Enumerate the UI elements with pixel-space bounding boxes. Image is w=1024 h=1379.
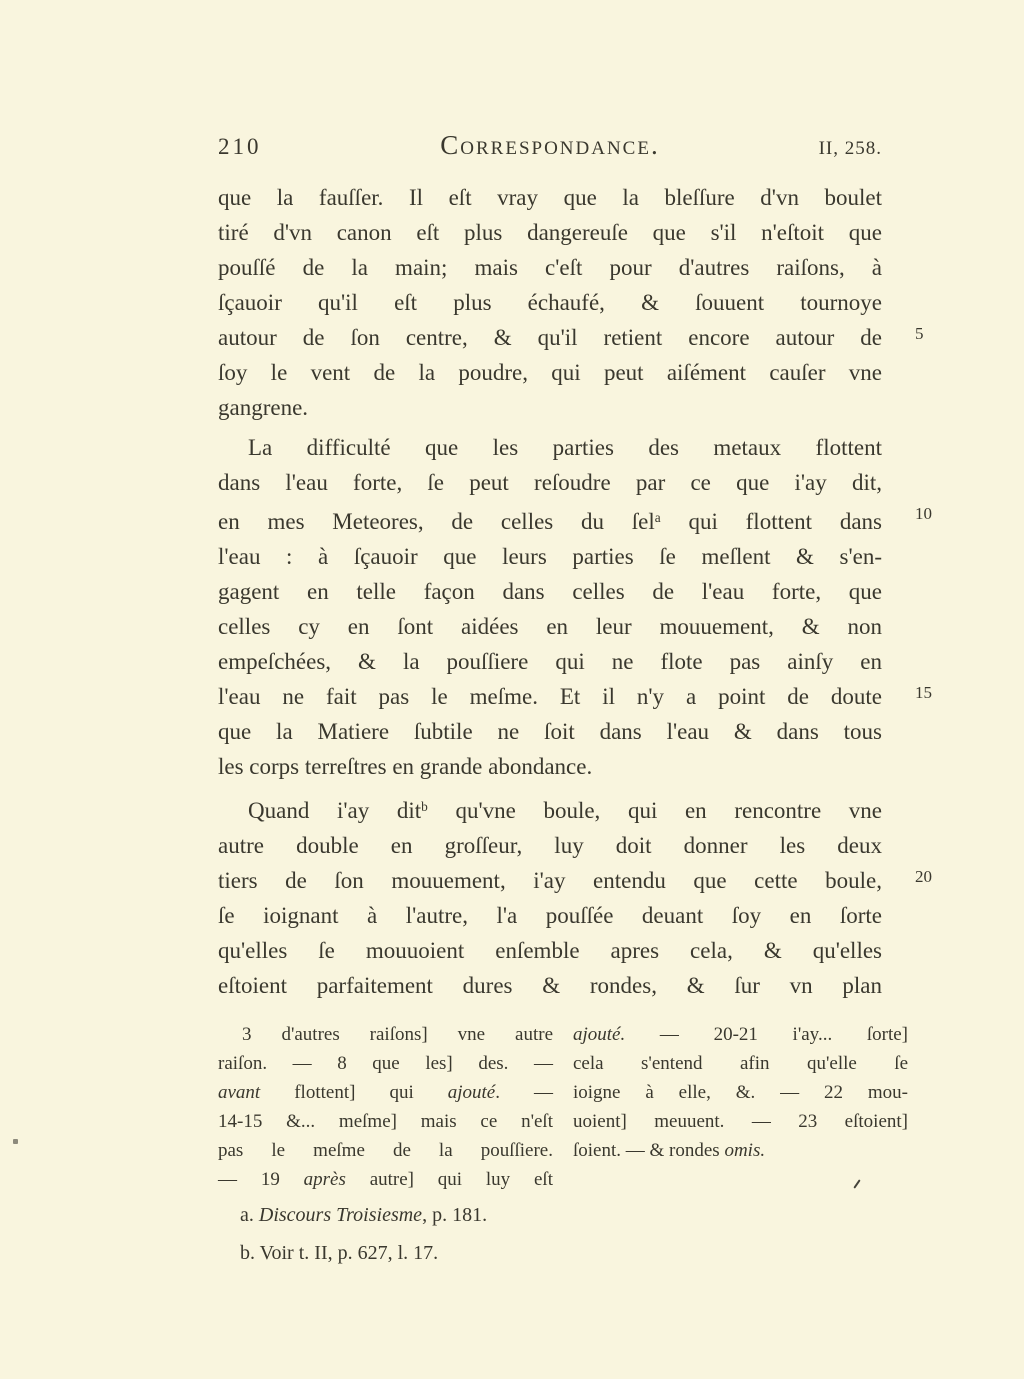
margin-line-number: 5 <box>915 324 924 343</box>
text-segment: ſoy le vent de la poudre, qui peut aiſément cauſer vne <box>218 360 882 385</box>
body-paragraph-1 <box>218 180 924 425</box>
page-header <box>218 130 882 161</box>
text-segment: empeſchées, & la pouſſiere qui ne flote pas ainſy en <box>218 649 882 674</box>
text-line <box>218 1107 553 1136</box>
text-line <box>218 1020 553 1049</box>
footnote-marker: b <box>421 799 428 814</box>
text-segment: qui flottent dans <box>660 509 882 534</box>
text-line <box>218 465 882 500</box>
text-line <box>218 679 932 714</box>
text-line <box>218 320 924 355</box>
text-segment: tiers de ſon mouuement, i'ay entendu que cette boule, <box>218 868 882 893</box>
text-segment: que la fauſſer. Il eſt vray que la bleſſure d'vn boulet <box>218 185 882 210</box>
text-segment: dans l'eau forte, ſe peut reſoudre par ce que i'ay dit, <box>218 470 882 495</box>
margin-line-number: 15 <box>915 683 932 702</box>
main-text <box>218 180 932 1003</box>
text-line <box>218 430 882 465</box>
text-line <box>240 1234 860 1272</box>
text-line <box>573 1020 908 1049</box>
reference-notes <box>240 1196 860 1272</box>
text-line <box>218 933 882 968</box>
text-segment: — 19 <box>218 1169 304 1190</box>
text-segment: ajouté. <box>573 1024 626 1045</box>
text-line <box>218 789 882 828</box>
text-line <box>218 749 882 784</box>
text-segment: 3 d'autres raiſons] vne autre <box>242 1024 553 1045</box>
text-line <box>218 644 882 679</box>
text-segment: ſe ioignant à l'autre, l'a pouſſée deuant ſoy en ſorte <box>218 903 882 928</box>
text-line <box>573 1049 908 1078</box>
text-line <box>218 355 882 390</box>
text-line <box>218 1078 553 1107</box>
text-segment: autre double en groſſeur, luy doit donner les deux <box>218 833 882 858</box>
text-segment: autour de ſon centre, & qu'il retient encore autour de <box>218 325 882 350</box>
text-segment: celles cy en ſont aidées en leur mouuement, & non <box>218 614 882 639</box>
text-segment: ajouté <box>447 1082 496 1103</box>
text-line <box>218 390 882 425</box>
text-segment: qu'vne boule, qui en rencontre vne <box>427 798 883 823</box>
text-segment: Quand i'ay dit <box>248 798 422 823</box>
text-line <box>218 898 882 933</box>
text-segment: omis. <box>724 1140 766 1161</box>
variant-notes <box>218 1020 908 1194</box>
text-segment: Discours Troisiesme <box>258 1204 423 1226</box>
text-segment: autre] qui luy eſt <box>345 1169 553 1190</box>
text-line <box>218 968 882 1003</box>
text-segment: qu'elles ſe mouuoient enſemble apres cela, & qu'elles <box>218 938 882 963</box>
text-segment: tiré d'vn canon eſt plus dangereuſe que s'il n'eſtoit que <box>218 220 882 245</box>
text-line <box>573 1107 908 1136</box>
text-segment: — 20-21 i'ay... ſorte] <box>625 1024 908 1045</box>
variant-notes-left-column <box>218 1020 553 1194</box>
text-segment: l'eau : à ſçauoir que leurs parties ſe meſlent & s'en- <box>218 544 882 569</box>
margin-line-number: 10 <box>915 504 932 523</box>
text-line <box>218 285 882 320</box>
text-line <box>218 1136 553 1165</box>
text-segment: 14-15 &... meſme] mais ce n'eſt <box>218 1111 553 1132</box>
text-segment: uoient] meuuent. — 23 eſtoient] <box>573 1111 908 1132</box>
text-segment: gangrene. <box>218 395 309 420</box>
text-segment: cela s'entend afin qu'elle ſe <box>573 1053 908 1074</box>
text-line <box>218 215 882 250</box>
text-line <box>218 250 882 285</box>
text-line <box>573 1136 908 1165</box>
text-segment: eſtoient parfaitement dures & rondes, & ſur vn plan <box>218 973 882 998</box>
text-line <box>218 539 882 574</box>
variant-notes-right-column <box>573 1020 908 1194</box>
text-segment: après <box>303 1169 346 1190</box>
text-segment: pouſſé de la main; mais c'eſt pour d'autres raiſons, à <box>218 255 882 280</box>
running-title: Correspondance. <box>440 130 660 160</box>
body-paragraph-2 <box>218 430 932 784</box>
text-line <box>218 609 882 644</box>
text-line <box>218 1049 553 1078</box>
text-segment: ſoient. — & rondes <box>573 1140 725 1161</box>
text-line <box>218 828 882 863</box>
text-segment: gagent en telle façon dans celles de l'eau forte, que <box>218 579 882 604</box>
footnote-marker: a <box>654 510 661 525</box>
text-segment: raiſon. — 8 que les] des. — <box>218 1053 553 1074</box>
margin-line-number: 20 <box>915 867 932 886</box>
text-line <box>218 180 882 215</box>
text-line <box>573 1078 908 1107</box>
body-paragraph-3 <box>218 789 932 1003</box>
text-segment: pas le meſme de la pouſſiere. <box>218 1140 553 1161</box>
text-segment: ſçauoir qu'il eſt plus échaufé, & ſouuent tournoye <box>218 290 882 315</box>
text-segment: . — <box>495 1082 554 1103</box>
text-segment: l'eau ne fait pas le meſme. Et il n'y a point de doute <box>218 684 882 709</box>
text-segment: les corps terreſtres en grande abondance. <box>218 754 593 779</box>
text-segment: , p. 181. <box>422 1204 488 1226</box>
text-segment: flottent] qui <box>260 1082 448 1103</box>
text-segment: avant <box>218 1082 261 1103</box>
page-number: 210 <box>218 134 262 159</box>
text-line <box>240 1196 860 1234</box>
text-segment: a. <box>240 1204 259 1226</box>
text-segment: en mes Meteores, de celles du ſel <box>218 509 655 534</box>
text-segment: ioigne à elle, &. — 22 mou- <box>573 1082 908 1103</box>
scan-artifact-dot <box>13 1139 18 1144</box>
text-segment: b. Voir t. II, p. 627, l. 17. <box>240 1242 439 1264</box>
text-segment: que la Matiere ſubtile ne ſoit dans l'eau & dans tous <box>218 719 882 744</box>
text-segment: La difficulté que les parties des metaux flottent <box>248 435 882 460</box>
text-line <box>218 863 932 898</box>
volume-page-ref: II, 258. <box>818 138 882 159</box>
text-line <box>218 574 882 609</box>
text-line <box>218 714 882 749</box>
text-line <box>218 1165 553 1194</box>
text-line <box>218 500 932 539</box>
